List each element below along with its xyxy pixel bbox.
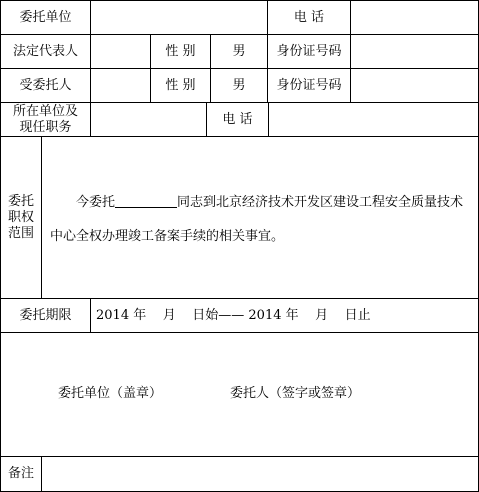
label-authorization-scope [1,137,41,298]
label-scope-line3: 范围 [7,225,34,241]
rule [0,332,479,333]
id-number-field[interactable] [351,35,478,68]
gender-value: 男 [232,77,246,93]
id-number-field[interactable] [351,69,478,102]
agent-signature: 委托人（签字或签章） [230,386,361,401]
scope-text-rest: 同志到北京经济技术开发区建设工程安全质量技术中心全权办理竣工备案手续的相关事宜。 [50,195,464,244]
rule [0,136,479,137]
label-unit-and-position-line1: 所在单位及 [12,103,78,119]
label-authorization-period: 委托期限 [19,307,72,323]
legal-representative-field[interactable] [91,35,150,68]
label-legal-representative: 法定代表人 [12,43,78,59]
gender-value: 男 [232,43,246,59]
label-gender: 性 别 [165,77,196,93]
entrusting-unit-field[interactable] [91,1,267,34]
agent-name-blank[interactable] [115,193,177,208]
label-remarks: 备注 [7,466,34,481]
label-unit-and-position-line2: 现任职务 [19,119,72,135]
label-gender: 性 别 [165,43,196,59]
label-id-number: 身份证号码 [276,77,342,93]
remarks-field[interactable] [42,457,478,491]
label-unit-and-position [1,103,90,136]
authorization-scope-text [50,186,470,254]
entrusting-unit-seal: 委托单位（盖章） [58,386,163,401]
label-id-number: 身份证号码 [276,43,342,59]
label-entrusting-unit: 委托单位 [19,9,72,25]
phone-field[interactable] [269,103,478,136]
rule [41,136,42,298]
label-scope-line2: 职权 [7,209,34,225]
rule [90,298,91,332]
phone-field[interactable] [351,1,478,34]
scope-text-start: 今委托 [76,195,116,210]
authorization-period-value[interactable]: 2014 年 月 日始—— 2014 年 月 日止 [96,307,371,323]
label-phone: 电 话 [222,111,253,127]
agent-field[interactable] [91,69,150,102]
label-agent: 受委托人 [19,77,72,93]
unit-and-position-field[interactable] [91,103,206,136]
label-scope-line1: 委托 [7,193,34,209]
label-phone: 电 话 [293,9,325,25]
